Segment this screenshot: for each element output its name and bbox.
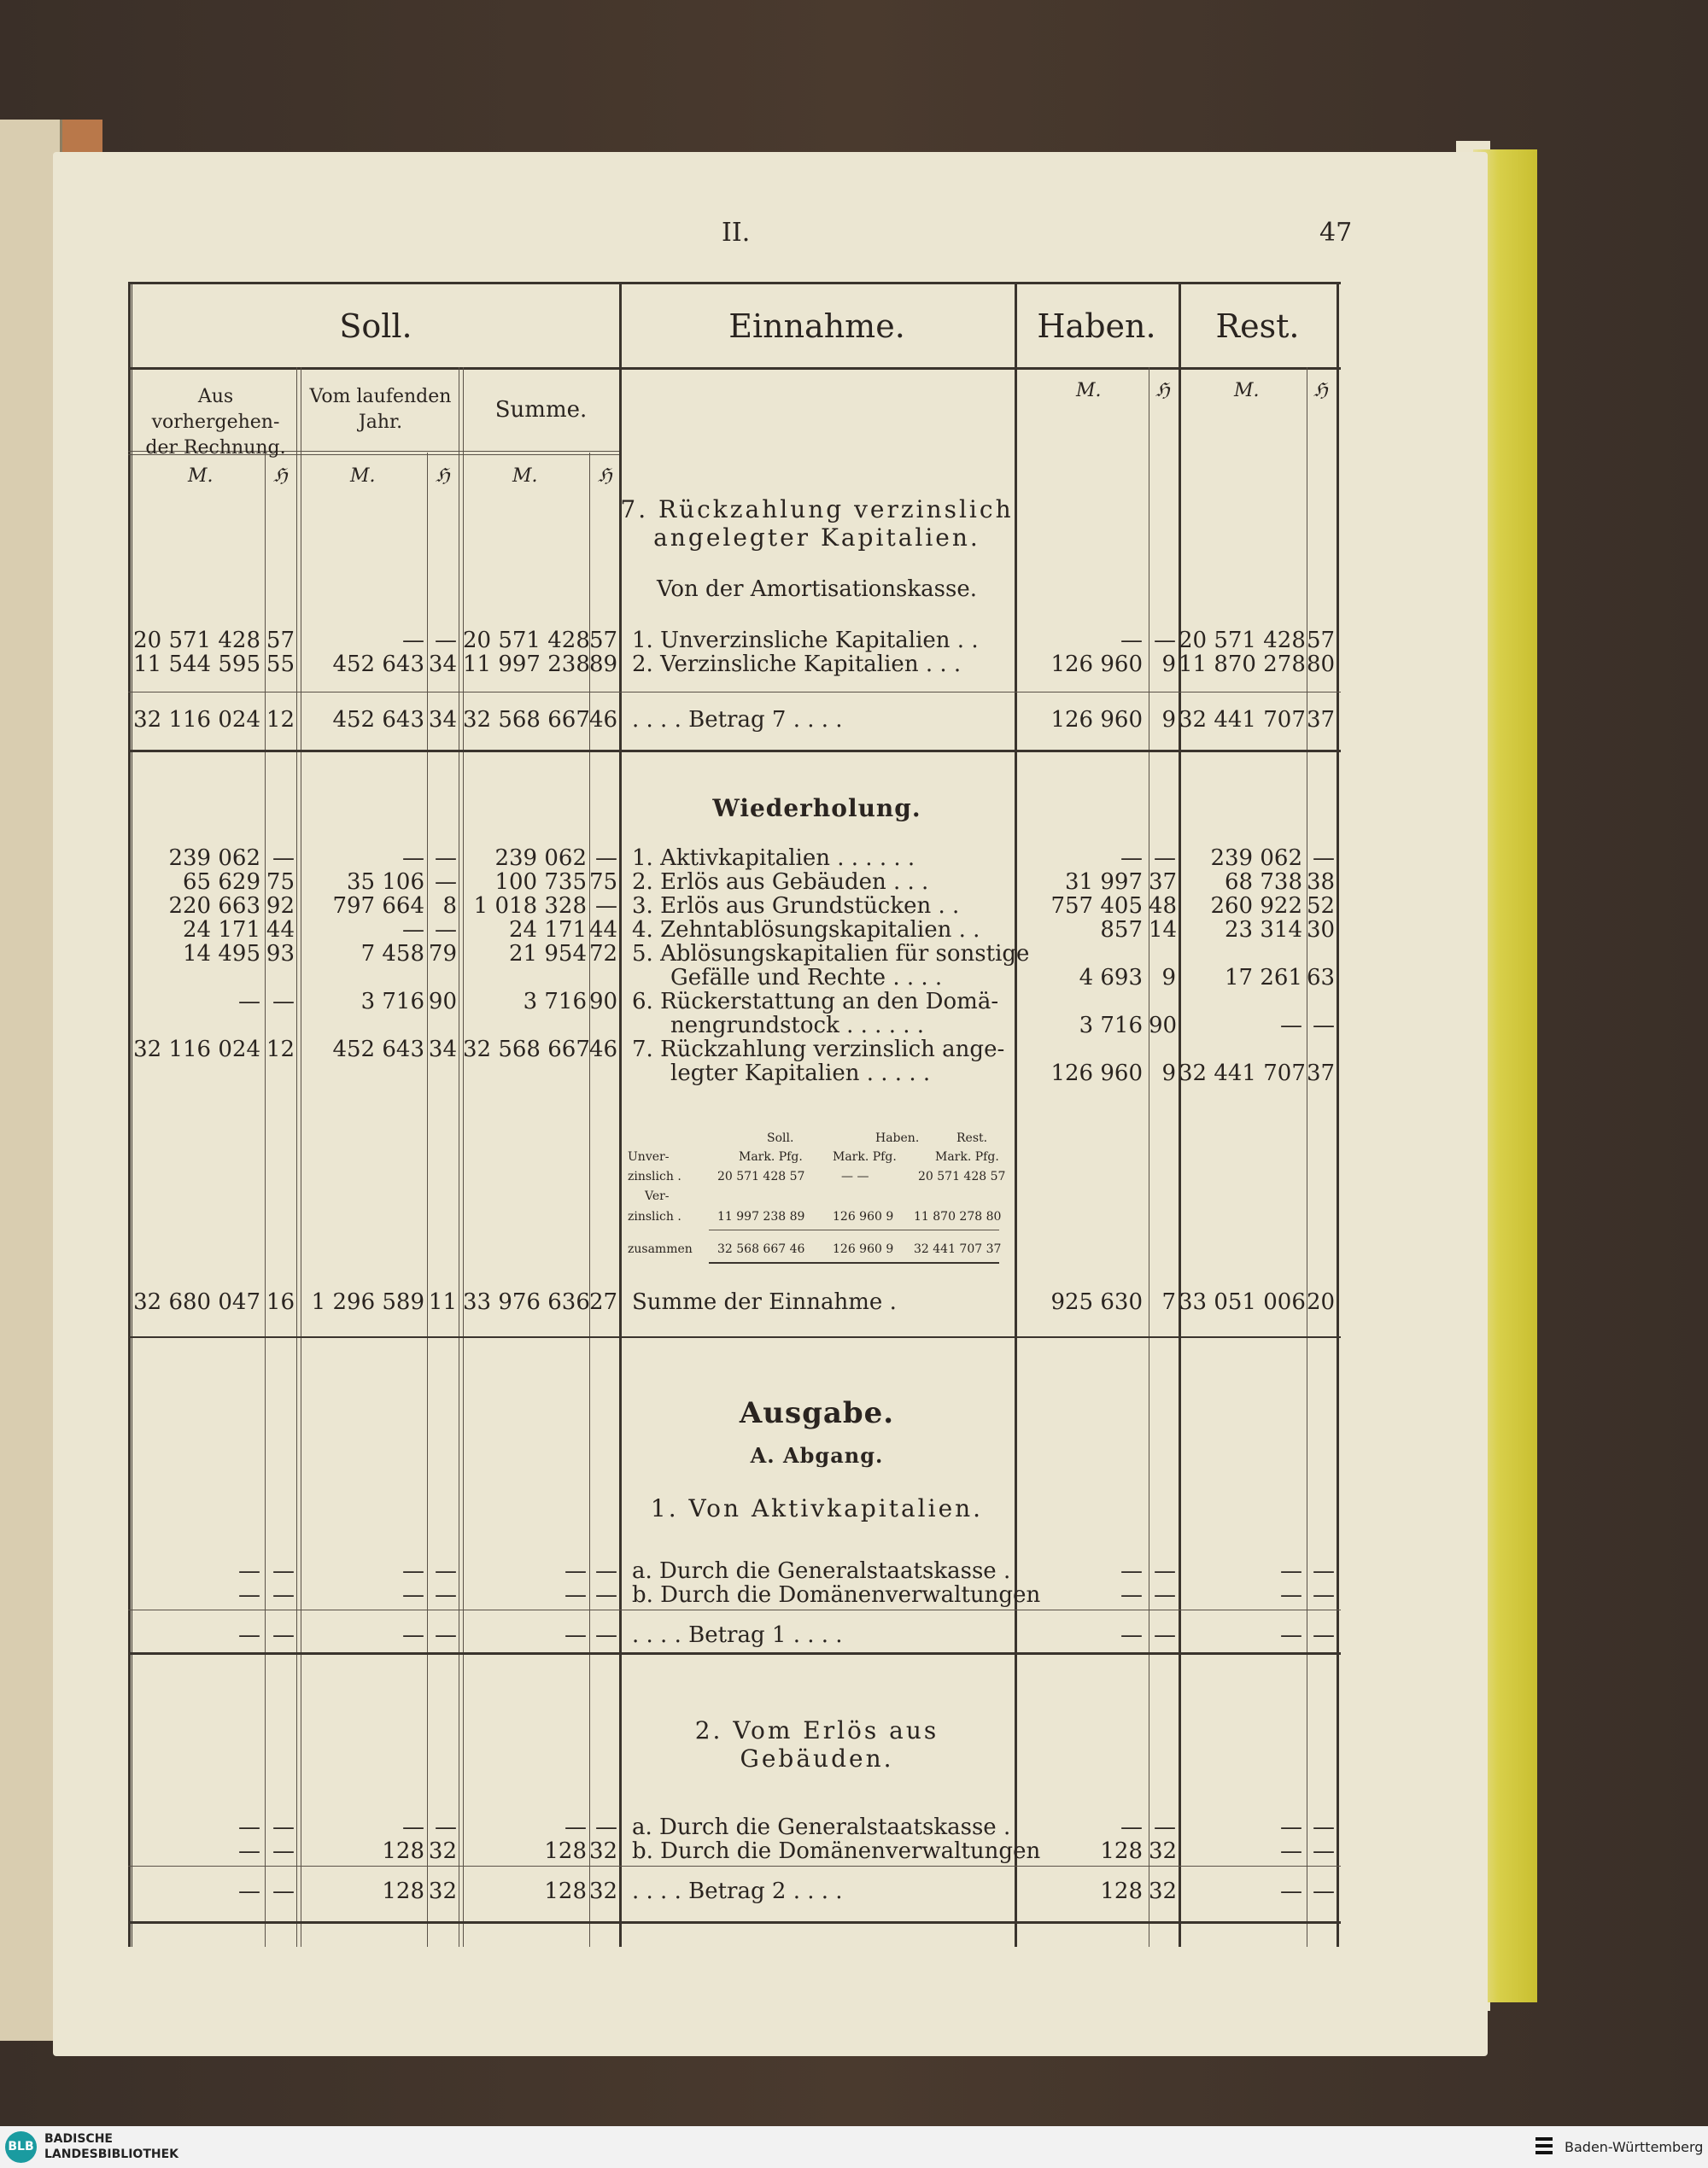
cell-s1: 33 976 636 [463, 1289, 590, 1315]
cell-c2: — [435, 1814, 457, 1840]
cell-c1: — [402, 1582, 424, 1608]
table-row [128, 1558, 1341, 1584]
unit-mark: M. [350, 465, 376, 487]
cell-r1: 23 314 [1225, 917, 1302, 943]
header-haben: Haben. [1037, 307, 1156, 345]
cell-c2: — [435, 917, 457, 943]
section7-subtitle: Von der Amortisationskasse. [657, 576, 977, 602]
col-prev-header: Aus vorhergehen- der Rechnung. [145, 386, 286, 459]
section2-title: 2. Vom Erlös aus Gebäuden. [694, 1716, 939, 1773]
cell-r2: — [1313, 1013, 1335, 1038]
cell-h2: 32 [1149, 1879, 1178, 1904]
cell-p2: 12 [266, 1037, 295, 1062]
cell-p2: 55 [266, 652, 295, 677]
cell-h2: 90 [1149, 1013, 1178, 1038]
cell-p1: 20 571 428 [133, 628, 260, 653]
cell-r1: 20 571 428 [1179, 628, 1306, 653]
cell-c2: — [435, 1582, 457, 1608]
cell-p2: 93 [266, 941, 295, 967]
cell-r2: 20 [1307, 1289, 1336, 1315]
cell-p2: 16 [266, 1289, 295, 1315]
cell-s2: — [595, 893, 617, 919]
table-row [128, 1622, 1341, 1648]
cell-p1: 239 062 [168, 845, 260, 871]
cell-p2: — [272, 1879, 295, 1904]
cell-s1: 24 171 [509, 917, 587, 943]
section-number: II. [722, 218, 751, 248]
cell-s2: — [595, 845, 617, 871]
cell-r2: — [1313, 1582, 1335, 1608]
cell-r2: — [1313, 1558, 1335, 1584]
cell-r1: — [1280, 1838, 1302, 1864]
cell-p1: 11 544 595 [133, 652, 260, 677]
unit-mark: M. [512, 465, 538, 487]
cell-r2: 30 [1307, 917, 1336, 943]
row-label: . . . . Betrag 2 . . . . [632, 1879, 843, 1904]
cell-r1: 32 441 707 [1179, 1061, 1306, 1086]
header-rest: Rest. [1215, 307, 1300, 345]
row-label: 1. Aktivkapitalien . . . . . . [632, 845, 915, 871]
cell-p2: — [272, 989, 295, 1014]
cell-h2: 32 [1149, 1838, 1178, 1864]
unit-pf: ℌ [1313, 380, 1328, 401]
cell-c1: 3 716 [360, 989, 424, 1014]
cell-r2: — [1313, 1814, 1335, 1840]
cell-p2: — [272, 1622, 295, 1648]
table-row [128, 869, 1341, 895]
cell-c1: 452 643 [332, 1037, 424, 1062]
page-number: 47 [1319, 218, 1353, 248]
cell-r2: 63 [1307, 965, 1336, 991]
cell-s1: 1 018 328 [473, 893, 587, 919]
row-label: Summe der Einnahme . [632, 1289, 897, 1315]
unit-pf: ℌ [273, 465, 288, 487]
col-current-header: Vom laufenden Jahr. [309, 386, 452, 433]
cell-h1: 126 960 [1050, 707, 1143, 733]
cell-c1: 452 643 [332, 707, 424, 733]
cell-h1: 857 [1100, 917, 1143, 943]
cell-s2: 46 [589, 707, 618, 733]
cell-c2: 8 [442, 893, 457, 919]
cell-r1: 260 922 [1210, 893, 1302, 919]
header-einnahme: Einnahme. [728, 307, 905, 345]
cell-h1: — [1120, 1622, 1143, 1648]
cell-h1: 757 405 [1050, 893, 1143, 919]
cell-h1: 3 716 [1079, 1013, 1143, 1038]
cell-h1: 126 960 [1050, 652, 1143, 677]
cell-s2: — [595, 1814, 617, 1840]
cell-p2: 92 [266, 893, 295, 919]
cell-s2: 75 [589, 869, 618, 895]
table-row [128, 628, 1341, 653]
cell-s2: 32 [589, 1879, 618, 1904]
table-row [128, 917, 1341, 943]
cell-c1: — [402, 1814, 424, 1840]
cell-c1: — [402, 628, 424, 653]
unit-mark: M. [1076, 380, 1102, 401]
row-label: a. Durch die Generalstaatskasse . [632, 1558, 1011, 1584]
abgang-title: A. Abgang. [750, 1443, 884, 1468]
cell-p1: 24 171 [183, 917, 260, 943]
cell-r1: 33 051 006 [1179, 1289, 1306, 1315]
cell-h1: 31 997 [1065, 869, 1143, 895]
cell-c2: — [435, 1622, 457, 1648]
blb-logo: BLB [5, 2131, 37, 2163]
row-label: 4. Zehntablösungskapitalien . . [632, 917, 980, 943]
cell-c2: 11 [428, 1289, 457, 1315]
cell-h2: 9 [1161, 1061, 1176, 1086]
cell-c1: 452 643 [332, 652, 424, 677]
cell-r1: — [1280, 1879, 1302, 1904]
cell-s2: 72 [589, 941, 618, 967]
cell-p2: 12 [266, 707, 295, 733]
table-row [128, 845, 1341, 871]
cell-c1: 797 664 [332, 893, 424, 919]
cell-p1: — [238, 1582, 260, 1608]
table-row [128, 893, 1341, 919]
cell-c2: 34 [428, 707, 457, 733]
cell-c2: — [435, 1558, 457, 1584]
row-label: b. Durch die Domänenverwaltungen [632, 1838, 1041, 1864]
cell-h1: — [1120, 1814, 1143, 1840]
cell-c2: 32 [428, 1838, 457, 1864]
cell-h2: 48 [1149, 893, 1178, 919]
unit-mark: M. [1234, 380, 1260, 401]
cell-h1: 4 693 [1079, 965, 1143, 991]
cell-p1: — [238, 1814, 260, 1840]
cell-h2: — [1154, 845, 1176, 871]
cell-s1: 239 062 [494, 845, 587, 871]
unit-mark: M. [188, 465, 214, 487]
row-label: 2. Erlös aus Gebäuden . . . [632, 869, 929, 895]
section7-title: 7. Rückzahlung verzinslich angelegter Kapitalien. [620, 495, 1014, 552]
bw-crest-icon [1531, 2134, 1557, 2159]
cell-r2: 52 [1307, 893, 1336, 919]
cell-h1: 126 960 [1050, 1061, 1143, 1086]
section1-title: 1. Von Aktivkapitalien. [650, 1494, 984, 1522]
cell-p1: 32 116 024 [133, 707, 260, 733]
cell-r2: 38 [1307, 869, 1336, 895]
row-label: 7. Rückzahlung verzinslich ange- [632, 1037, 1005, 1062]
cell-s1: 100 735 [494, 869, 587, 895]
row-label: b. Durch die Domänenverwaltungen [632, 1582, 1041, 1608]
cell-p1: — [238, 1622, 260, 1648]
cell-s2: — [595, 1558, 617, 1584]
row-label: 3. Erlös aus Grundstücken . . [632, 893, 960, 919]
cell-s1: — [564, 1814, 587, 1840]
cell-c2: 90 [428, 989, 457, 1014]
cell-p2: 44 [266, 917, 295, 943]
cell-r2: 37 [1307, 707, 1336, 733]
row-label: 6. Rückerstattung an den Domä- [632, 989, 999, 1014]
cell-c2: 79 [428, 941, 457, 967]
cell-h2: — [1154, 1582, 1176, 1608]
cell-r1: — [1280, 1622, 1302, 1648]
cell-s1: 128 [544, 1879, 587, 1904]
cell-h1: — [1120, 1558, 1143, 1584]
cell-h2: 9 [1161, 965, 1176, 991]
cell-r1: 17 261 [1225, 965, 1302, 991]
unit-pf: ℌ [598, 465, 612, 487]
ausgabe-title: Ausgabe. [739, 1396, 895, 1430]
cell-c1: — [402, 917, 424, 943]
cell-p1: — [238, 1879, 260, 1904]
cell-s1: 32 568 667 [463, 1037, 590, 1062]
cell-h2: 7 [1161, 1289, 1176, 1315]
cell-h2: 9 [1161, 652, 1176, 677]
row-label: . . . . Betrag 7 . . . . [632, 707, 843, 733]
cell-c2: — [435, 628, 457, 653]
cell-h2: — [1154, 1558, 1176, 1584]
row-label: 2. Verzinsliche Kapitalien . . . [632, 652, 962, 677]
cell-p1: 32 680 047 [133, 1289, 260, 1315]
table-row [128, 1814, 1341, 1840]
cell-c1: 7 458 [360, 941, 424, 967]
cell-s1: 32 568 667 [463, 707, 590, 733]
cell-p1: — [238, 989, 260, 1014]
row-label: a. Durch die Generalstaatskasse . [632, 1814, 1011, 1840]
row-label-continued: Gefälle und Rechte . . . . [670, 965, 943, 991]
cell-r1: 68 738 [1225, 869, 1302, 895]
table-row [128, 1037, 1341, 1086]
cell-c1: — [402, 1558, 424, 1584]
cell-r1: — [1280, 1814, 1302, 1840]
cell-h1: — [1120, 628, 1143, 653]
cell-s1: — [564, 1622, 587, 1648]
cell-c1: 35 106 [347, 869, 424, 895]
cell-h1: — [1120, 1582, 1143, 1608]
row-label: . . . . Betrag 1 . . . . [632, 1622, 843, 1648]
row-label-continued: nengrundstock . . . . . . [670, 1013, 925, 1038]
unit-pf: ℌ [436, 465, 450, 487]
cell-s2: 57 [589, 628, 618, 653]
state-name: Baden-Württemberg [1565, 2139, 1704, 2155]
cell-h1: 128 [1100, 1838, 1143, 1864]
cell-r2: — [1313, 845, 1335, 871]
cell-h2: 9 [1161, 707, 1176, 733]
cell-r2: — [1313, 1622, 1335, 1648]
cell-p2: — [272, 1558, 295, 1584]
cell-h2: 14 [1149, 917, 1178, 943]
cell-p1: 14 495 [183, 941, 260, 967]
cell-p2: — [272, 1838, 295, 1864]
cell-r1: — [1280, 1582, 1302, 1608]
cell-c2: 34 [428, 652, 457, 677]
cell-s2: 27 [589, 1289, 618, 1315]
footer-bar [0, 2126, 1708, 2168]
cell-p2: 75 [266, 869, 295, 895]
cell-h1: 925 630 [1050, 1289, 1143, 1315]
cell-c2: — [435, 845, 457, 871]
cell-c2: 32 [428, 1879, 457, 1904]
table-row [128, 1838, 1341, 1864]
cell-r1: 32 441 707 [1179, 707, 1306, 733]
cell-r1: 239 062 [1210, 845, 1302, 871]
cell-h2: 37 [1149, 869, 1178, 895]
cell-p1: — [238, 1558, 260, 1584]
cell-s1: 11 997 238 [463, 652, 590, 677]
cell-h1: 128 [1100, 1879, 1143, 1904]
cell-s2: 90 [589, 989, 618, 1014]
cell-r2: 57 [1307, 628, 1336, 653]
cell-r1: — [1280, 1558, 1302, 1584]
cell-c2: — [435, 869, 457, 895]
cell-p1: — [238, 1838, 260, 1864]
cell-c1: — [402, 845, 424, 871]
cell-s1: 128 [544, 1838, 587, 1864]
header-soll: Soll. [339, 307, 412, 345]
cell-h1: — [1120, 845, 1143, 871]
cell-r2: 80 [1307, 652, 1336, 677]
cell-h2: — [1154, 1622, 1176, 1648]
library-name: BADISCHE LANDESBIBLIOTHEK [44, 2132, 179, 2161]
cell-h2: — [1154, 1814, 1176, 1840]
row-label: 1. Unverzinsliche Kapitalien . . [632, 628, 979, 653]
cell-r2: — [1313, 1879, 1335, 1904]
cell-p1: 220 663 [168, 893, 260, 919]
cell-c1: 128 [382, 1879, 424, 1904]
cell-s1: — [564, 1558, 587, 1584]
cell-s2: — [595, 1622, 617, 1648]
row-label: 5. Ablösungskapitalien für sonstige [632, 941, 1030, 967]
cell-c1: 128 [382, 1838, 424, 1864]
table-row [128, 941, 1341, 991]
cell-c1: 1 296 589 [311, 1289, 424, 1315]
table-row [128, 707, 1341, 733]
unit-pf: ℌ [1155, 380, 1170, 401]
cell-s1: 3 716 [523, 989, 587, 1014]
cell-c1: — [402, 1622, 424, 1648]
cell-p2: — [272, 1582, 295, 1608]
cell-p1: 32 116 024 [133, 1037, 260, 1062]
cell-s2: 89 [589, 652, 618, 677]
cell-s2: 44 [589, 917, 618, 943]
col-sum-header: Summe. [494, 397, 588, 423]
table-row [128, 989, 1341, 1038]
cell-s2: 32 [589, 1838, 618, 1864]
cell-p2: — [272, 1814, 295, 1840]
cell-p2: — [272, 845, 295, 871]
cell-p2: 57 [266, 628, 295, 653]
cell-r2: 37 [1307, 1061, 1336, 1086]
cell-r1: — [1280, 1013, 1302, 1038]
cell-r2: — [1313, 1838, 1335, 1864]
row-label-continued: legter Kapitalien . . . . . [670, 1061, 931, 1086]
cell-p1: 65 629 [183, 869, 260, 895]
cell-r1: 11 870 278 [1179, 652, 1306, 677]
cell-s2: — [595, 1582, 617, 1608]
table-row [128, 1879, 1341, 1904]
cell-s1: 21 954 [509, 941, 587, 967]
table-row [128, 652, 1341, 677]
cell-s1: — [564, 1582, 587, 1608]
cell-s2: 46 [589, 1037, 618, 1062]
wiederholung-title: Wiederholung. [712, 794, 921, 822]
table-row [128, 1289, 1341, 1315]
cell-h2: — [1154, 628, 1176, 653]
ledger-table: Soll. Einnahme. Haben. Rest. Aus vorhergehen- der Rechnung. Vom laufenden Jahr. Summe. M. ℌ M. ℌ M. ℌ M. ℌ M. ℌ 7. Rückzahlung verzinslich angelegter Kapitalien. Von der Amortisationskasse. 20 571 428 57 — — 20 571 428 57 — — 20 571 428 57 1. Unverzinsliche Kapitalien . . 11 544 595 55 452 643 34 11 997 238 89 126 960 9 11 870 278 80 2. Verzinsliche Kapitalien . . . 32 116 024 12 452 643 34 32 568 667 46 126 960 9 32 441 707 37 . . . . Betrag 7 . . . . 239 062 — — — 239 062 — — — 239 062 — 1. Aktivkapitalien . . . . . . 65 629 75 35 106 — 100 735 75 31 997 37 68 738 38 2. Erlös aus Gebäuden . . . 220 663 92 797 664 8 1 018 328 — 757 405 48 260 922 52 3. Erlös aus Grundstücken . . 24 171 44 — — 24 171 44 857 14 23 314 30 4. Zehntablösungskapitalien . . 14 495 93 7 458 79 21 954 72 4 693 9 17 261 63 5. Ablösungskapitalien für sonstige Gefälle und Rechte . . . . — — 3 716 90 3 716 90 3 716 90 — — 6. Rückerstattung an den Domä- nengrundstock . . . . . . 32 116 024 12 452 643 34 32 568 667 46 126 960 9 32 441 707 37 7. Rückzahlung verzinslich ange- legter Kapitalien . . . . . 32 680 047 16 1 296 589 11 33 976 636 27 925 630 7 33 051 006 20 Summe der Einnahme . — — — — — — — — — — a. Durch die Generalstaatskasse . — — — — — — — — — — b. Durch die Domänenverwaltungen — — — — — — — — — — . . . . Betrag 1 . . . . — — — — — — — — — — a. Durch die Generalstaatskasse . — — 128 32 128 32 128 32 — — b. Durch die Domänenverwaltungen — — 128 32 128 32 128 32 — — . . . . Betrag 2 . . . . Wiederholung. Soll. Haben. Rest. Unver- Mark. Pfg. Mark. Pfg. Mark. Pfg. zinslich . 20 571 428 57 — — 20 571 428 57 Ver- zinslich . 11 997 238 89 126 960 9 11 870 278 80 zusammen 32 568 667 46 126 960 9 32 441 707 37 Ausgabe. A. Abgang. 1. Von Aktivkapitalien. 2. Vom Erlös aus Gebäuden. [128, 282, 1341, 1947]
table-row [128, 1582, 1341, 1608]
cell-s1: 20 571 428 [463, 628, 590, 653]
cell-c2: 34 [428, 1037, 457, 1062]
